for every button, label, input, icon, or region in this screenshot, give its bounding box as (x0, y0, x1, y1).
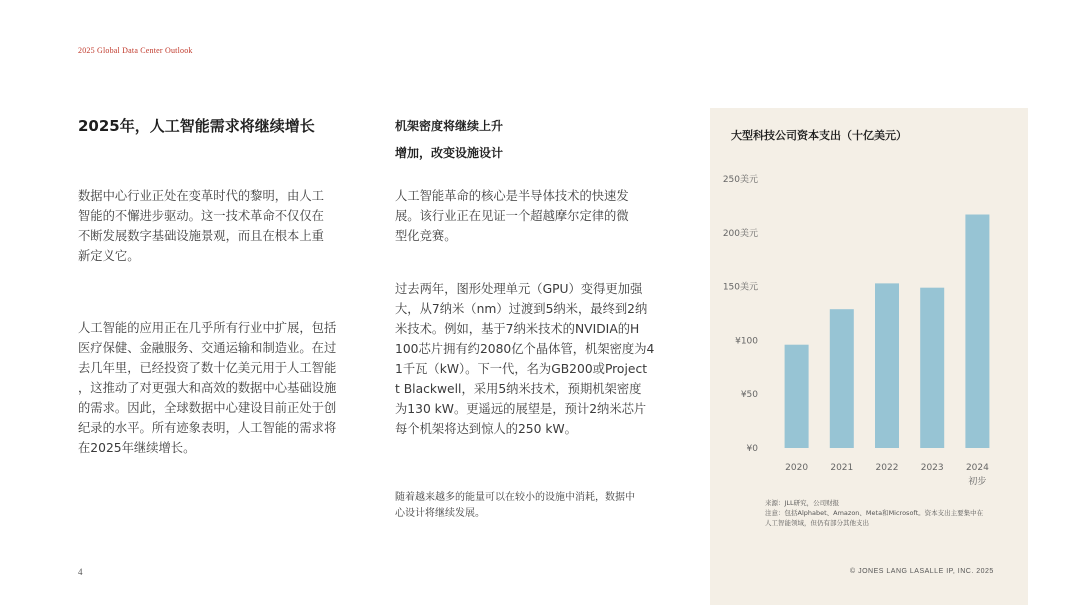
text-line: 不断发展数字基础设施景观，而且在根本上重 (78, 229, 324, 243)
text-line: 为130 kW。更遥远的展望是，预计2纳米芯片 (395, 402, 647, 416)
capex-bar-chart (710, 108, 1028, 498)
y-tick-label: 250美元 (722, 175, 758, 185)
text-line: 大，从7纳米（nm）过渡到5纳米，最终到2纳 (395, 302, 648, 316)
text-line: ，这推动了对更强大和高效的数据中心基础设施 (78, 381, 337, 395)
y-tick-label: 200美元 (722, 228, 758, 239)
x-tick-label: 2022 (875, 463, 899, 473)
copyright-notice: © JONES LANG LASALLE IP, INC. 2025 (850, 568, 994, 575)
y-tick-label: ¥0 (746, 444, 758, 454)
x-tick-label: 2024 (965, 463, 989, 473)
text-line: 人工智能革命的核心是半导体技术的快速发 (395, 189, 629, 203)
bar-2023 (920, 288, 944, 448)
y-tick-label: ¥50 (740, 390, 758, 401)
x-tick-sublabel: 初步 (968, 477, 987, 487)
middle-footnote (395, 490, 695, 522)
text-line: 过去两年，图形处理单元（GPU）变得更加强 (395, 282, 643, 296)
text-line: 每个机架将达到惊人的250 kW。 (395, 422, 577, 436)
bar-2024 (965, 215, 989, 448)
x-tick-label: 2021 (830, 463, 854, 473)
text-line: 展。该行业正在见证一个超越摩尔定律的微 (395, 209, 629, 223)
y-tick-label: ¥100 (735, 336, 758, 347)
text-line: 纪录的水平。所有迹象表明，人工智能的需求将 (78, 421, 337, 435)
text-line: 人工智能领域，但仍有部分其他支出 (765, 519, 869, 527)
text-line: 去几年里，已经投资了数十亿美元用于人工智能 (78, 361, 337, 375)
text-line: 医疗保健、金融服务、交通运输和制造业。在过 (78, 341, 337, 355)
text-line: 数据中心行业正处在变革时代的黎明，由人工 (78, 189, 324, 203)
text-line: 在2025年继续增长。 (78, 441, 196, 455)
x-tick-label: 2020 (785, 463, 809, 473)
y-tick-label: 150美元 (722, 282, 758, 293)
text-line: 的需求。因此，全球数据中心建设目前正处于创 (78, 401, 337, 415)
middle-paragraph-2 (395, 279, 695, 439)
bar-2020 (785, 345, 809, 448)
text-line: 心设计将继续发展。 (395, 508, 485, 519)
text-line: 型化竞赛。 (395, 229, 457, 243)
page-number: 4 (78, 567, 83, 577)
x-tick-label: 2023 (920, 463, 944, 473)
middle-paragraph-1 (395, 186, 695, 246)
text-line: 智能的不懈进步驱动。这一技术革命不仅仅在 (78, 209, 324, 223)
section-heading-rack-density-2: 增加，改变设施设计 (395, 146, 504, 160)
text-line: 来源：JLL研究，公司财报 (765, 499, 840, 507)
left-paragraph-1 (78, 186, 378, 266)
report-header: 2025 Global Data Center Outlook (78, 46, 193, 55)
section-heading-ai-demand: 2025年，人工智能需求将继续增长 (78, 117, 315, 135)
text-line: 100芯片拥有约2080亿个晶体管，机架密度为4 (395, 342, 655, 356)
text-line: 1千瓦（kW）。下一代，名为GB200或Project (395, 362, 648, 376)
left-paragraph-2 (78, 318, 378, 458)
section-heading-rack-density-1: 机架密度将继续上升 (395, 119, 504, 133)
text-line: t Blackwell，采用5纳米技术，预期机架密度 (395, 382, 642, 396)
text-line: 人工智能的应用正在几乎所有行业中扩展，包括 (78, 321, 337, 335)
text-line: 新定义它。 (78, 249, 140, 263)
chart-source-note (765, 498, 1020, 528)
text-line: 米技术。例如，基于7纳米技术的NVIDIA的H (395, 322, 640, 336)
bar-2021 (830, 309, 854, 448)
bar-2022 (875, 283, 899, 448)
text-line: 随着越来越多的能量可以在较小的设施中消耗，数据中 (395, 492, 635, 503)
text-line: 注意：包括Alphabet、Amazon、Meta和Microsoft。资本支出主要集中在 (765, 509, 984, 517)
chart-title: 大型科技公司资本支出（十亿美元） (731, 129, 907, 142)
